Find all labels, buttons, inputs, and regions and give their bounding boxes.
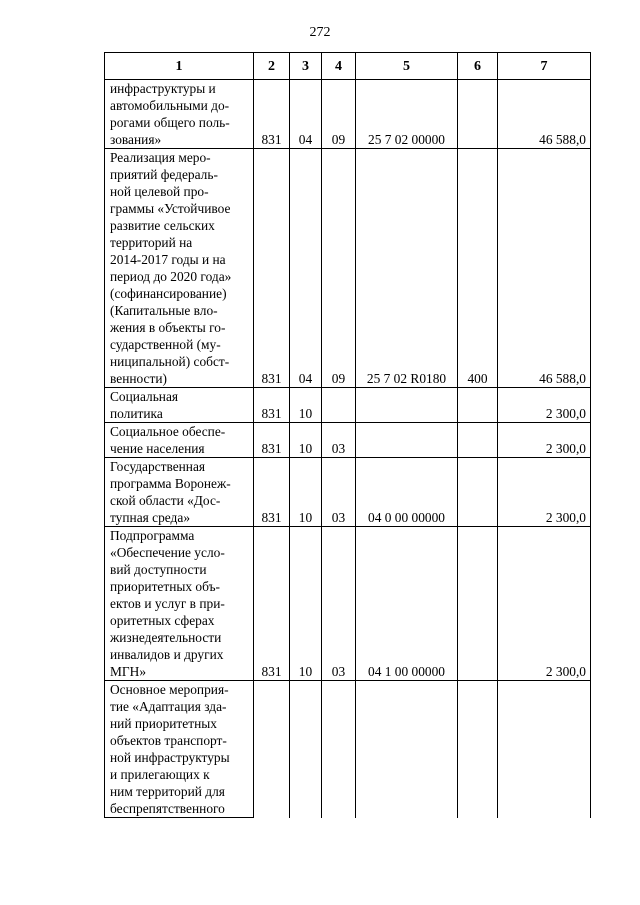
header-col-7: 7 [498,53,591,80]
header-col-6: 6 [458,53,498,80]
row-col-4: 03 [322,423,356,458]
row-col-3: 10 [290,527,322,681]
row-col-3: 10 [290,423,322,458]
header-col-5: 5 [356,53,458,80]
row-col-4 [322,388,356,423]
row-col-6 [458,681,498,818]
row-col-7 [498,681,591,818]
row-col-6 [458,80,498,149]
row-col-3: 04 [290,80,322,149]
row-col-6 [458,527,498,681]
row-col-5 [356,423,458,458]
header-col-1: 1 [105,53,254,80]
row-col-2: 831 [254,458,290,527]
budget-table [104,52,591,818]
table-row [105,80,591,149]
row-col-4: 03 [322,527,356,681]
row-col-2: 831 [254,388,290,423]
row-col-5 [356,681,458,818]
row-col-3: 04 [290,149,322,388]
row-col-5: 25 7 02 00000 [356,80,458,149]
row-col-2: 831 [254,423,290,458]
row-col-3 [290,681,322,818]
row-name: Реализация меро- приятий федераль- ной целевой про- граммы «Устойчивое развитие сельских территорий на 2014-2017 годы и на период до 2020 года» (софинансирование) (Капитальные вло- жения в объекты го- сударственной (му- ниципальной) собст- венности) [105,149,254,388]
table-row [105,458,591,527]
row-col-7: 46 588,0 [498,149,591,388]
row-col-7: 2 300,0 [498,458,591,527]
row-col-7: 2 300,0 [498,527,591,681]
row-col-5: 04 0 00 00000 [356,458,458,527]
row-col-6 [458,458,498,527]
row-col-5 [356,388,458,423]
row-name: Социальная политика [105,388,254,423]
table-row [105,527,591,681]
row-col-7: 2 300,0 [498,423,591,458]
header-col-2: 2 [254,53,290,80]
row-name: Социальное обеспе- чение населения [105,423,254,458]
row-col-6 [458,423,498,458]
header-col-4: 4 [322,53,356,80]
row-col-2: 831 [254,149,290,388]
table-row [105,681,591,818]
row-col-4 [322,681,356,818]
row-col-3: 10 [290,458,322,527]
table-row [105,423,591,458]
row-col-6: 400 [458,149,498,388]
row-col-7: 46 588,0 [498,80,591,149]
row-col-4: 03 [322,458,356,527]
row-col-4: 09 [322,149,356,388]
row-name: инфраструктуры и автомобильными до- рогами общего поль- зования» [105,80,254,149]
row-col-2: 831 [254,527,290,681]
page-number: 272 [309,25,331,40]
row-col-3: 10 [290,388,322,423]
table-row [105,149,591,388]
row-col-7: 2 300,0 [498,388,591,423]
row-col-5: 25 7 02 R0180 [356,149,458,388]
row-col-6 [458,388,498,423]
row-col-5: 04 1 00 00000 [356,527,458,681]
row-name: Подпрограмма «Обеспечение усло- вий доступности приоритетных объ- ектов и услуг в при- оритетных сферах жизнедеятельности инвалидов и других МГН» [105,527,254,681]
table-header-row [105,53,591,80]
row-col-4: 09 [322,80,356,149]
row-col-2 [254,681,290,818]
row-name: Государственная программа Воронеж- ской области «Дос- тупная среда» [105,458,254,527]
row-name: Основное мероприя- тие «Адаптация зда- ний приоритетных объектов транспорт- ной инфраструктуры и прилегающих к ним территорий для беспрепятственного [105,681,254,818]
row-col-2: 831 [254,80,290,149]
header-col-3: 3 [290,53,322,80]
table-row [105,388,591,423]
